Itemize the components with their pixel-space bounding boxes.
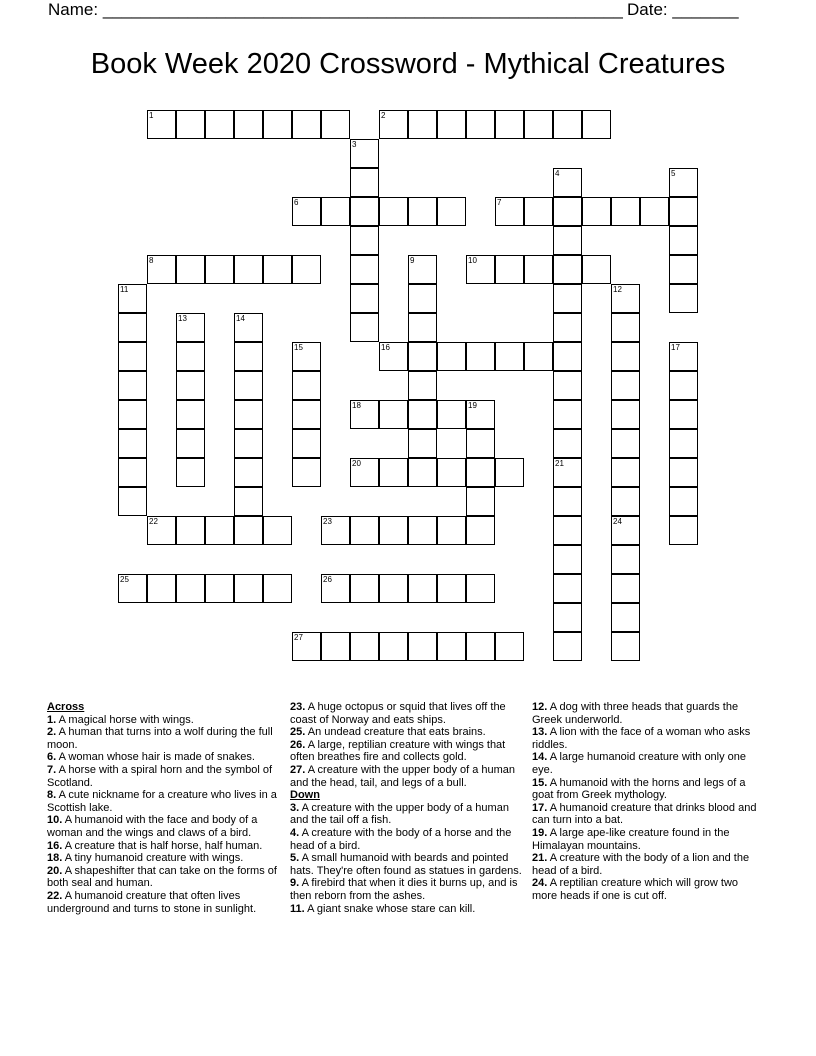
clue-item	[532, 877, 762, 902]
grid-cell[interactable]	[408, 574, 437, 603]
across-clue-list-continued	[290, 701, 522, 789]
grid-cell[interactable]	[408, 342, 437, 371]
clue-item-number: 4.	[290, 826, 300, 839]
clue-item-number: 3.	[290, 801, 300, 814]
grid-cell[interactable]	[669, 255, 698, 284]
clue-number: 16	[381, 343, 390, 352]
grid-cell[interactable]	[321, 574, 350, 603]
grid-cell[interactable]	[205, 516, 234, 545]
grid-cell[interactable]	[553, 371, 582, 400]
clue-item-text: A humanoid creature that often lives underground and turns to stone in sunlight.	[47, 889, 257, 915]
clue-item-number: 7.	[47, 763, 57, 776]
clue-number: 27	[294, 633, 303, 642]
clue-number: 3	[352, 140, 357, 149]
grid-cell[interactable]	[553, 632, 582, 661]
clue-item-text: A creature with the body of a lion and the head of a bird.	[532, 852, 750, 877]
clue-item	[290, 764, 522, 789]
grid-cell[interactable]	[669, 400, 698, 429]
grid-cell[interactable]	[176, 400, 205, 429]
grid-cell[interactable]	[582, 255, 611, 284]
grid-cell[interactable]	[118, 400, 147, 429]
clue-number: 19	[468, 401, 477, 410]
clues-column-1	[47, 701, 283, 915]
grid-cell[interactable]	[611, 197, 640, 226]
grid-cell[interactable]	[263, 110, 292, 139]
grid-cell[interactable]	[408, 284, 437, 313]
grid-cell[interactable]	[495, 110, 524, 139]
grid-cell[interactable]	[321, 632, 350, 661]
clue-item	[47, 714, 283, 727]
grid-cell[interactable]	[379, 400, 408, 429]
grid-cell[interactable]	[292, 632, 321, 661]
grid-cell[interactable]	[582, 110, 611, 139]
clue-item-number: 27.	[290, 763, 306, 776]
grid-cell[interactable]	[553, 603, 582, 632]
grid-cell[interactable]	[553, 400, 582, 429]
grid-cell[interactable]	[437, 516, 466, 545]
clue-item-number: 15.	[532, 776, 548, 789]
date-blank[interactable]: _______	[672, 0, 739, 19]
across-heading: Across	[47, 701, 85, 713]
clue-item	[532, 827, 762, 852]
grid-cell[interactable]	[118, 458, 147, 487]
clue-number: 22	[149, 517, 158, 526]
clue-number: 20	[352, 459, 361, 468]
grid-cell[interactable]	[118, 342, 147, 371]
clue-item-text: A creature that is half horse, half human.	[62, 839, 263, 852]
grid-cell[interactable]	[118, 487, 147, 516]
grid-cell[interactable]	[292, 255, 321, 284]
grid-cell[interactable]	[640, 197, 669, 226]
grid-cell[interactable]	[176, 458, 205, 487]
clue-number: 15	[294, 343, 303, 352]
clue-number: 12	[613, 285, 622, 294]
clues-column-3	[532, 701, 762, 903]
clue-item-number: 23.	[290, 701, 306, 713]
grid-cell[interactable]	[234, 371, 263, 400]
grid-cell[interactable]	[669, 342, 698, 371]
grid-cell[interactable]	[292, 110, 321, 139]
grid-cell[interactable]	[611, 400, 640, 429]
grid-cell[interactable]	[408, 313, 437, 342]
clue-item-text: A firebird that when it dies it burns up, and is then reborn from the ashes.	[290, 877, 518, 902]
grid-cell[interactable]	[379, 574, 408, 603]
grid-cell[interactable]	[611, 371, 640, 400]
grid-cell[interactable]	[669, 226, 698, 255]
clue-item-number: 22.	[47, 889, 63, 902]
clue-number: 13	[178, 314, 187, 323]
clue-item	[290, 739, 522, 764]
clue-item-text: A lion with the face of a woman who asks riddles.	[532, 726, 751, 751]
grid-cell[interactable]	[524, 255, 553, 284]
clue-item	[47, 840, 283, 853]
grid-cell[interactable]	[611, 313, 640, 342]
clue-item-number: 6.	[47, 751, 57, 764]
grid-cell[interactable]	[379, 632, 408, 661]
grid-cell[interactable]	[292, 458, 321, 487]
clue-item	[532, 777, 762, 802]
grid-cell[interactable]	[524, 342, 553, 371]
clue-item-number: 21.	[532, 852, 548, 865]
grid-cell[interactable]	[176, 255, 205, 284]
grid-cell[interactable]	[350, 139, 379, 168]
grid-cell[interactable]	[263, 574, 292, 603]
grid-cell[interactable]	[147, 255, 176, 284]
grid-cell[interactable]	[176, 110, 205, 139]
grid-cell[interactable]	[466, 458, 495, 487]
grid-cell[interactable]	[495, 632, 524, 661]
clue-item-text: A woman whose hair is made of snakes.	[56, 751, 255, 764]
clue-number: 23	[323, 517, 332, 526]
grid-cell[interactable]	[292, 371, 321, 400]
grid-cell[interactable]	[176, 313, 205, 342]
grid-cell[interactable]	[611, 429, 640, 458]
clue-item	[290, 726, 522, 739]
clue-item-number: 9.	[290, 877, 300, 890]
down-clue-list	[290, 802, 522, 915]
clue-number: 5	[671, 169, 676, 178]
clue-item-number: 20.	[47, 864, 63, 877]
grid-cell[interactable]	[234, 110, 263, 139]
grid-cell[interactable]	[408, 197, 437, 226]
clue-item-number: 5.	[290, 852, 300, 865]
grid-cell[interactable]	[408, 516, 437, 545]
clue-item	[532, 852, 762, 877]
grid-cell[interactable]	[350, 284, 379, 313]
clue-item-text: A humanoid with the horns and legs of a goat from Greek mythology.	[532, 776, 746, 802]
grid-cell[interactable]	[321, 197, 350, 226]
grid-cell[interactable]	[350, 400, 379, 429]
grid-cell[interactable]	[437, 110, 466, 139]
grid-cell[interactable]	[495, 458, 524, 487]
name-label: Name:	[48, 0, 99, 19]
clue-item	[290, 802, 522, 827]
name-blank[interactable]: _______________________________________________________	[102, 0, 623, 19]
grid-cell[interactable]	[611, 632, 640, 661]
clue-item	[290, 827, 522, 852]
grid-cell[interactable]	[466, 429, 495, 458]
grid-cell[interactable]	[234, 516, 263, 545]
grid-cell[interactable]	[466, 574, 495, 603]
grid-cell[interactable]	[205, 255, 234, 284]
clue-item-text: A creature with the upper body of a human and the tail off a fish.	[290, 801, 509, 827]
grid-cell[interactable]	[379, 110, 408, 139]
clue-item-number: 19.	[532, 826, 548, 839]
grid-cell[interactable]	[524, 110, 553, 139]
grid-cell[interactable]	[350, 458, 379, 487]
grid-cell[interactable]	[408, 429, 437, 458]
clue-item-text: A magical horse with wings.	[56, 713, 194, 726]
clue-item-text: A humanoid with the face and body of a woman and the wings and claws of a bird.	[47, 814, 258, 839]
clue-number: 17	[671, 343, 680, 352]
grid-cell[interactable]	[466, 516, 495, 545]
clue-number: 8	[149, 256, 154, 265]
grid-cell[interactable]	[611, 545, 640, 574]
grid-cell[interactable]	[176, 516, 205, 545]
clue-item-number: 2.	[47, 726, 57, 739]
clue-item	[47, 865, 283, 890]
clue-item-text: An undead creature that eats brains.	[305, 726, 486, 739]
grid-cell[interactable]	[350, 313, 379, 342]
clue-number: 4	[555, 169, 560, 178]
grid-cell[interactable]	[118, 429, 147, 458]
grid-cell[interactable]	[466, 632, 495, 661]
clue-item	[47, 814, 283, 839]
grid-cell[interactable]	[118, 371, 147, 400]
grid-cell[interactable]	[350, 516, 379, 545]
grid-cell[interactable]	[234, 342, 263, 371]
grid-cell[interactable]	[553, 487, 582, 516]
grid-cell[interactable]	[234, 487, 263, 516]
grid-cell[interactable]	[524, 197, 553, 226]
grid-cell[interactable]	[611, 458, 640, 487]
grid-cell[interactable]	[611, 487, 640, 516]
grid-cell[interactable]	[553, 197, 582, 226]
grid-cell[interactable]	[553, 110, 582, 139]
clue-number: 2	[381, 111, 386, 120]
clue-item-number: 16.	[47, 839, 63, 852]
grid-cell[interactable]	[611, 603, 640, 632]
grid-cell[interactable]	[176, 371, 205, 400]
grid-cell[interactable]	[350, 255, 379, 284]
grid-cell[interactable]	[147, 574, 176, 603]
down-heading: Down	[290, 789, 320, 802]
clue-item-text: A creature with the upper body of a human and the head, tail, and legs of a bull.	[290, 763, 516, 789]
clue-item	[47, 726, 283, 751]
clue-item	[290, 903, 522, 916]
clue-item-text: A creature with the body of a horse and the head of a bird.	[290, 826, 512, 852]
grid-cell[interactable]	[669, 429, 698, 458]
grid-cell[interactable]	[495, 342, 524, 371]
grid-cell[interactable]	[234, 255, 263, 284]
grid-cell[interactable]	[147, 110, 176, 139]
clue-item	[47, 789, 283, 814]
clue-number: 9	[410, 256, 415, 265]
grid-cell[interactable]	[611, 516, 640, 545]
grid-cell[interactable]	[553, 574, 582, 603]
grid-cell[interactable]	[553, 313, 582, 342]
grid-cell[interactable]	[118, 313, 147, 342]
grid-cell[interactable]	[437, 632, 466, 661]
grid-cell[interactable]	[437, 574, 466, 603]
grid-cell[interactable]	[669, 284, 698, 313]
grid-cell[interactable]	[553, 545, 582, 574]
clue-item-text: A shapeshifter that can take on the forms of both seal and human.	[47, 864, 277, 890]
grid-cell[interactable]	[205, 110, 234, 139]
grid-cell[interactable]	[553, 255, 582, 284]
clue-item-text: A small humanoid with beards and pointed hats. They're often found as statues in gardens.	[290, 852, 522, 877]
grid-cell[interactable]	[321, 110, 350, 139]
clue-item-number: 10.	[47, 814, 63, 827]
clue-item-number: 12.	[532, 701, 548, 713]
clue-number: 26	[323, 575, 332, 584]
clue-item-number: 11.	[290, 902, 305, 915]
grid-cell[interactable]	[669, 371, 698, 400]
grid-cell[interactable]	[553, 226, 582, 255]
grid-cell[interactable]	[437, 342, 466, 371]
grid-cell[interactable]	[553, 342, 582, 371]
grid-cell[interactable]	[669, 458, 698, 487]
grid-cell[interactable]	[118, 284, 147, 313]
clue-item-number: 8.	[47, 789, 57, 802]
grid-cell[interactable]	[176, 342, 205, 371]
grid-cell[interactable]	[611, 284, 640, 313]
grid-cell[interactable]	[553, 284, 582, 313]
page-title: Book Week 2020 Crossword - Mythical Creatures	[90, 48, 726, 80]
grid-cell[interactable]	[292, 400, 321, 429]
grid-cell[interactable]	[553, 429, 582, 458]
clue-item-number: 1.	[47, 713, 57, 726]
clue-item-number: 25.	[290, 726, 306, 739]
grid-cell[interactable]	[437, 458, 466, 487]
grid-cell[interactable]	[234, 429, 263, 458]
grid-cell[interactable]	[118, 574, 147, 603]
grid-cell[interactable]	[234, 458, 263, 487]
grid-cell[interactable]	[437, 197, 466, 226]
clue-item	[532, 751, 762, 776]
grid-cell[interactable]	[611, 342, 640, 371]
grid-cell[interactable]	[292, 197, 321, 226]
grid-cell[interactable]	[553, 458, 582, 487]
clue-item	[290, 877, 522, 902]
grid-cell[interactable]	[234, 400, 263, 429]
grid-cell[interactable]	[234, 313, 263, 342]
grid-cell[interactable]	[379, 516, 408, 545]
clue-item-number: 17.	[532, 801, 548, 814]
clue-item-number: 24.	[532, 877, 548, 890]
grid-cell[interactable]	[495, 197, 524, 226]
clue-item-text: A tiny humanoid creature with wings.	[62, 852, 244, 865]
grid-cell[interactable]	[553, 168, 582, 197]
clue-number: 21	[555, 459, 564, 468]
grid-cell[interactable]	[263, 516, 292, 545]
grid-cell[interactable]	[379, 342, 408, 371]
clue-item-text: A large humanoid creature with only one eye.	[532, 751, 747, 776]
grid-cell[interactable]	[292, 429, 321, 458]
clue-item	[47, 852, 283, 865]
grid-cell[interactable]	[408, 632, 437, 661]
grid-cell[interactable]	[176, 429, 205, 458]
clue-item-number: 13.	[532, 726, 548, 739]
clue-number: 10	[468, 256, 477, 265]
grid-cell[interactable]	[495, 255, 524, 284]
grid-cell[interactable]	[408, 458, 437, 487]
clue-number: 6	[294, 198, 299, 207]
clue-item-text: A humanoid creature that drinks blood and can turn into a bat.	[532, 801, 757, 827]
grid-cell[interactable]	[408, 400, 437, 429]
clue-item-text: A large ape-like creature found in the Himalayan mountains.	[532, 826, 730, 852]
clue-item-number: 14.	[532, 751, 548, 764]
grid-cell[interactable]	[466, 342, 495, 371]
clue-item-text: A giant snake whose stare can kill.	[304, 902, 476, 915]
clue-item-text: A dog with three heads that guards the Greek underworld.	[532, 701, 739, 726]
clue-item	[290, 701, 522, 726]
clue-number: 11	[120, 285, 129, 294]
clue-item	[532, 726, 762, 751]
clue-item	[47, 751, 283, 764]
clue-item-text: A horse with a spiral horn and the symbol of Scotland.	[47, 763, 273, 789]
grid-cell[interactable]	[669, 487, 698, 516]
clue-item	[532, 802, 762, 827]
grid-cell[interactable]	[466, 400, 495, 429]
clue-item	[532, 701, 762, 726]
clue-number: 24	[613, 517, 622, 526]
across-clue-list	[47, 714, 283, 916]
grid-cell[interactable]	[408, 110, 437, 139]
grid-cell[interactable]	[437, 400, 466, 429]
grid-cell[interactable]	[582, 197, 611, 226]
clue-number: 7	[497, 198, 502, 207]
grid-cell[interactable]	[408, 371, 437, 400]
clue-item-text: A large, reptilian creature with wings that often breathes fire and collects gold.	[290, 738, 506, 764]
grid-cell[interactable]	[350, 574, 379, 603]
clue-item	[47, 764, 283, 789]
clue-item	[290, 852, 522, 877]
clue-item-text: A huge octopus or squid that lives off the coast of Norway and eats ships.	[290, 701, 506, 726]
grid-cell[interactable]	[669, 168, 698, 197]
clue-number: 18	[352, 401, 361, 410]
grid-cell[interactable]	[234, 574, 263, 603]
clue-number: 14	[236, 314, 245, 323]
grid-cell[interactable]	[350, 168, 379, 197]
grid-cell[interactable]	[147, 516, 176, 545]
grid-cell[interactable]	[466, 487, 495, 516]
down-clue-list-continued	[532, 701, 762, 903]
grid-cell[interactable]	[205, 574, 234, 603]
clue-item-text: A human that turns into a wolf during the full moon.	[47, 726, 273, 751]
clue-number: 25	[120, 575, 129, 584]
grid-cell[interactable]	[669, 197, 698, 226]
clue-number: 1	[149, 111, 154, 120]
grid-cell[interactable]	[350, 197, 379, 226]
grid-cell[interactable]	[350, 226, 379, 255]
grid-cell[interactable]	[379, 197, 408, 226]
grid-cell[interactable]	[263, 255, 292, 284]
grid-cell[interactable]	[466, 110, 495, 139]
grid-cell[interactable]	[466, 255, 495, 284]
grid-cell[interactable]	[292, 342, 321, 371]
grid-cell[interactable]	[408, 255, 437, 284]
grid-cell[interactable]	[321, 516, 350, 545]
date-label: Date:	[627, 0, 668, 19]
clue-item	[47, 890, 283, 915]
clue-item-text: A cute nickname for a creature who lives in a Scottish lake.	[47, 789, 277, 814]
grid-cell[interactable]	[553, 516, 582, 545]
grid-cell[interactable]	[669, 516, 698, 545]
grid-cell[interactable]	[176, 574, 205, 603]
clues-column-2	[290, 701, 522, 915]
clue-item-number: 26.	[290, 738, 306, 751]
clue-item-number: 18.	[47, 852, 63, 865]
grid-cell[interactable]	[611, 574, 640, 603]
grid-cell[interactable]	[350, 632, 379, 661]
clue-item-text: A reptilian creature which will grow two more heads if one is cut off.	[532, 877, 739, 902]
grid-cell[interactable]	[379, 458, 408, 487]
